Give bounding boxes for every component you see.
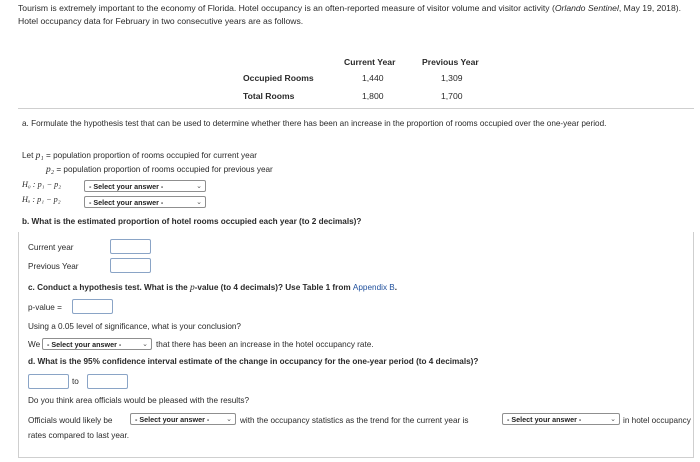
part-c-text: c. Conduct a hypothesis test. What is the	[28, 283, 190, 292]
part-d-question: d. What is the 95% confidence interval estimate of the change in occupancy for the one-year period (to 4 decimals)?	[28, 357, 479, 366]
let-line-1	[22, 151, 257, 161]
officials-text-mid: with the occupancy statistics as the trend for the current year is	[240, 416, 469, 425]
to-label: to	[72, 377, 79, 386]
equals-sign-2: =	[56, 165, 62, 174]
pvalue-label: p-value =	[28, 303, 62, 312]
ci-upper-input[interactable]	[87, 374, 128, 389]
p1-symbol: p₁	[35, 151, 44, 161]
officials-question: Do you think area officials would be pleased with the results?	[28, 396, 250, 405]
total-previous: 1,700	[441, 91, 463, 101]
part-c-text-end: -value (to 4 decimals)? Use Table 1 from	[194, 283, 353, 292]
we-label: We	[28, 340, 41, 349]
officials-text-after: in hotel occupancy	[623, 416, 691, 425]
part-a-question: a. Formulate the hypothesis test that can be used to determine whether there has been an increase in the proportion of rooms occupied over the one-year period.	[22, 119, 607, 128]
total-current: 1,800	[362, 91, 384, 101]
pvalue-input[interactable]	[72, 299, 113, 314]
conclusion-question: Using a 0.05 level of significance, what is your conclusion?	[28, 322, 241, 331]
row-label-total: Total Rooms	[243, 91, 295, 101]
p2-symbol: p₂	[46, 165, 55, 175]
null-hypothesis: H₀ : p₁ − p₂	[22, 180, 62, 189]
p1-definition: population proportion of rooms occupied for current year	[53, 151, 257, 160]
officials-text-before: Officials would likely be	[28, 416, 113, 425]
chevron-down-icon: ⌄	[142, 341, 148, 348]
section-divider	[18, 108, 694, 109]
let-word: Let	[22, 151, 34, 160]
officials-pleased-select[interactable]	[130, 413, 236, 425]
previous-year-label: Previous Year	[28, 262, 79, 271]
problem-intro	[18, 2, 698, 28]
h0-select-value: - Select your answer -	[89, 182, 164, 191]
row-label-occupied: Occupied Rooms	[243, 73, 314, 83]
occupied-current: 1,440	[362, 73, 384, 83]
chevron-down-icon: ⌄	[196, 199, 202, 206]
intro-source: Orlando Sentinel	[554, 3, 619, 13]
alt-hypothesis: Hₐ : p₁ − p₂	[22, 195, 61, 204]
part-c-question: c. Conduct a hypothesis test. What is the p-value (to 4 decimals)? Use Table 1 from Appendix B.	[28, 283, 398, 293]
header-previous-year: Previous Year	[422, 57, 479, 67]
chevron-down-icon: ⌄	[196, 183, 202, 190]
ha-select[interactable]	[84, 196, 206, 208]
chevron-down-icon: ⌄	[226, 416, 232, 423]
equals-sign: =	[46, 151, 51, 160]
appendix-link[interactable]: Appendix B	[352, 283, 395, 292]
current-year-input[interactable]	[110, 239, 151, 254]
current-year-label: Current year	[28, 243, 74, 252]
let-line-2	[46, 165, 273, 175]
conclusion-select[interactable]	[42, 338, 152, 350]
h0-select[interactable]	[84, 180, 206, 192]
intro-text-end: , May 19, 2018). Hotel occupancy data for February in two consecutive years are as follows.	[18, 3, 681, 26]
trend-select-value: - Select your answer -	[507, 415, 582, 424]
conclusion-text: that there has been an increase in the hotel occupancy rate.	[156, 340, 374, 349]
chevron-down-icon: ⌄	[610, 416, 616, 423]
trend-select[interactable]	[502, 413, 620, 425]
officials-text-end: rates compared to last year.	[28, 431, 130, 440]
ha-select-value: - Select your answer -	[89, 198, 164, 207]
header-current-year: Current Year	[344, 57, 396, 67]
p-symbol: p	[189, 283, 195, 293]
p2-definition: population proportion of rooms occupied for previous year	[63, 165, 273, 174]
previous-year-input[interactable]	[110, 258, 151, 273]
ci-lower-input[interactable]	[28, 374, 69, 389]
part-b-question: b. What is the estimated proportion of hotel rooms occupied each year (to 2 decimals)?	[22, 217, 362, 226]
conclusion-select-value: - Select your answer -	[47, 340, 122, 349]
officials-pleased-value: - Select your answer -	[135, 415, 210, 424]
occupied-previous: 1,309	[441, 73, 463, 83]
intro-text: Tourism is extremely important to the economy of Florida. Hotel occupancy is an often-reported measure of visitor volume and visitor activity (	[18, 3, 555, 13]
